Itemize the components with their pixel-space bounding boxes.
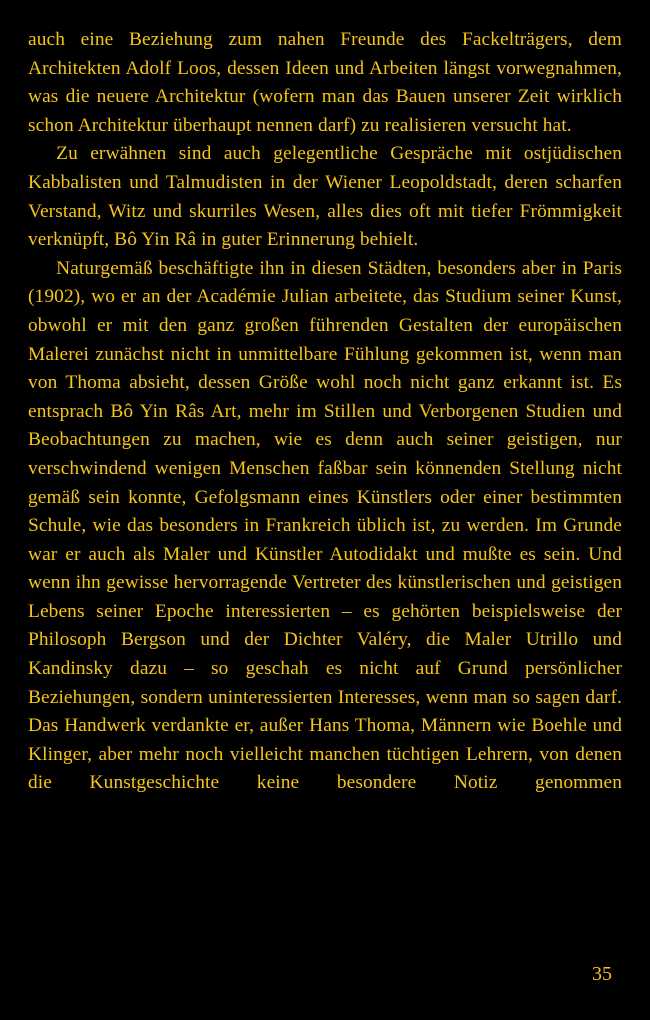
paragraph-2: Zu erwähnen sind auch gelegentliche Gespräche mit ostjüdischen Kabbalisten und Talmudisten in der Wiener Leopoldstadt, deren scharfen Verstand, Witz und skurriles Wesen, alles dies oft mit tiefer Frömmigkeit verknüpft, Bô Yin Râ in guter Erinnerung behielt. — [28, 143, 622, 251]
page-text-body — [28, 26, 622, 827]
paragraph-1: auch eine Beziehung zum nahen Freunde des Fackelträgers, dem Architekten Adolf Loos, dessen Ideen und Arbeiten längst vorwegnahmen, was die neuere Architektur (wofern man das Bauen unserer Zeit wirklich schon Architektur überhaupt nennen darf) zu realisieren versucht hat. — [28, 29, 622, 136]
paragraph-3: Naturgemäß beschäftigte ihn in diesen Städten, besonders aber in Paris (1902), wo er an der Académie Julian arbeitete, das Studium seiner Kunst, obwohl er mit den ganz großen führenden Gestalten der europäischen Malerei zunächst nicht in unmittelbare Fühlung gekommen ist, wenn man von Thoma absieht, dessen Größe wohl noch nicht ganz erkannt ist. Es entsprach Bô Yin Râs Art, mehr im Stillen und Verborgenen Studien und Beobachtungen zu machen, wie es denn auch seiner geistigen, nur verschwindend wenigen Menschen faßbar sein könnenden Stellung nicht gemäß sein konnte, Gefolgsmann eines Künstlers oder einer bestimmten Schule, wie das besonders in Frankreich üblich ist, zu werden. Im Grunde war er auch als Maler und Künstler Autodidakt und mußte es sein. Und wenn ihn gewisse hervorragende Vertreter des künstlerischen und geistigen Lebens seiner Epoche interessierten – es gehörten beispielsweise der Philosoph Bergson und der Dichter Valéry, die Maler Utrillo und Kandinsky dazu – so geschah es nicht auf Grund persönlicher Beziehungen, sondern uninteressierten Interesses, wenn man so sagen darf. Das Handwerk verdankte er, außer Hans Thoma, Männern wie Boehle und Klinger, aber mehr noch vielleicht manchen tüchtigen Lehrern, von denen die Kunstgeschichte keine besondere Notiz genommen — [28, 257, 622, 794]
page-number: 35 — [592, 963, 612, 985]
